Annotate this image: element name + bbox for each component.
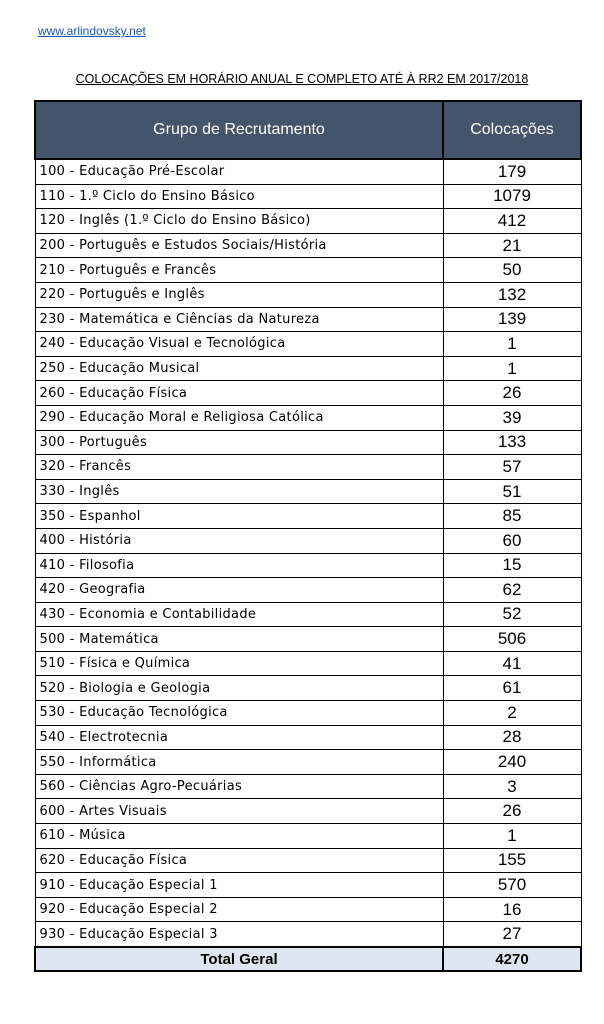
count-cell: 133	[443, 430, 581, 455]
site-link[interactable]: www.arlindovsky.net	[38, 24, 146, 38]
count-cell: 39	[443, 405, 581, 430]
group-cell: 910 - Educação Especial 1	[35, 873, 443, 898]
table-row	[35, 676, 581, 701]
group-cell: 510 - Física e Química	[35, 651, 443, 676]
group-cell: 250 - Educação Musical	[35, 356, 443, 381]
count-cell: 85	[443, 504, 581, 529]
table-row	[35, 528, 581, 553]
column-header-group: Grupo de Recrutamento	[35, 101, 443, 159]
group-cell: 200 - Português e Estudos Sociais/História	[35, 233, 443, 258]
count-cell: 57	[443, 455, 581, 480]
table-row	[35, 627, 581, 652]
table-row	[35, 479, 581, 504]
count-cell: 3	[443, 774, 581, 799]
group-cell: 290 - Educação Moral e Religiosa Católica	[35, 405, 443, 430]
group-cell: 220 - Português e Inglês	[35, 282, 443, 307]
count-cell: 155	[443, 848, 581, 873]
table-row	[35, 455, 581, 480]
placements-table	[34, 100, 582, 972]
group-cell: 400 - História	[35, 528, 443, 553]
total-row	[35, 947, 581, 971]
group-cell: 600 - Artes Visuais	[35, 799, 443, 824]
group-cell: 430 - Economia e Contabilidade	[35, 602, 443, 627]
count-cell: 21	[443, 233, 581, 258]
document-title: COLOCAÇÕES EM HORÁRIO ANUAL E COMPLETO ATÉ À RR2 EM 2017/2018	[75, 72, 529, 86]
table-row	[35, 897, 581, 922]
count-cell: 1079	[443, 184, 581, 209]
count-cell: 1	[443, 356, 581, 381]
table-row	[35, 307, 581, 332]
table-header-row	[35, 101, 581, 159]
table-row	[35, 184, 581, 209]
count-cell: 16	[443, 897, 581, 922]
count-cell: 506	[443, 627, 581, 652]
table-row	[35, 258, 581, 283]
table-row	[35, 774, 581, 799]
table-row	[35, 701, 581, 726]
table-row	[35, 233, 581, 258]
table-row	[35, 750, 581, 775]
count-cell: 240	[443, 750, 581, 775]
table-row	[35, 356, 581, 381]
group-cell: 420 - Geografia	[35, 578, 443, 603]
table-row	[35, 578, 581, 603]
count-cell: 179	[443, 159, 581, 184]
group-cell: 920 - Educação Especial 2	[35, 897, 443, 922]
group-cell: 320 - Francês	[35, 455, 443, 480]
group-cell: 260 - Educação Física	[35, 381, 443, 406]
group-cell: 520 - Biologia e Geologia	[35, 676, 443, 701]
group-cell: 410 - Filosofia	[35, 553, 443, 578]
table-body	[35, 159, 581, 947]
group-cell: 110 - 1.º Ciclo do Ensino Básico	[35, 184, 443, 209]
group-cell: 560 - Ciências Agro-Pecuárias	[35, 774, 443, 799]
table-row	[35, 848, 581, 873]
table-row	[35, 159, 581, 184]
count-cell: 570	[443, 873, 581, 898]
table-row	[35, 381, 581, 406]
group-cell: 500 - Matemática	[35, 627, 443, 652]
group-cell: 550 - Informática	[35, 750, 443, 775]
table-row	[35, 873, 581, 898]
count-cell: 28	[443, 725, 581, 750]
table-row	[35, 824, 581, 849]
group-cell: 300 - Português	[35, 430, 443, 455]
count-cell: 50	[443, 258, 581, 283]
count-cell: 60	[443, 528, 581, 553]
count-cell: 51	[443, 479, 581, 504]
table-row	[35, 725, 581, 750]
group-cell: 100 - Educação Pré-Escolar	[35, 159, 443, 184]
group-cell: 930 - Educação Especial 3	[35, 922, 443, 947]
count-cell: 1	[443, 332, 581, 357]
count-cell: 26	[443, 799, 581, 824]
group-cell: 350 - Espanhol	[35, 504, 443, 529]
count-cell: 26	[443, 381, 581, 406]
count-cell: 2	[443, 701, 581, 726]
count-cell: 61	[443, 676, 581, 701]
group-cell: 530 - Educação Tecnológica	[35, 701, 443, 726]
table-row	[35, 405, 581, 430]
table-row	[35, 430, 581, 455]
table-row	[35, 602, 581, 627]
group-cell: 240 - Educação Visual e Tecnológica	[35, 332, 443, 357]
table-row	[35, 504, 581, 529]
count-cell: 412	[443, 209, 581, 234]
count-cell: 27	[443, 922, 581, 947]
table-row	[35, 282, 581, 307]
total-value: 4270	[443, 947, 581, 971]
count-cell: 15	[443, 553, 581, 578]
group-cell: 330 - Inglês	[35, 479, 443, 504]
count-cell: 52	[443, 602, 581, 627]
count-cell: 139	[443, 307, 581, 332]
table-row	[35, 922, 581, 947]
table-row	[35, 553, 581, 578]
table-row	[35, 799, 581, 824]
group-cell: 620 - Educação Física	[35, 848, 443, 873]
table-row	[35, 332, 581, 357]
group-cell: 230 - Matemática e Ciências da Natureza	[35, 307, 443, 332]
group-cell: 610 - Música	[35, 824, 443, 849]
count-cell: 1	[443, 824, 581, 849]
total-label: Total Geral	[35, 947, 443, 971]
group-cell: 120 - Inglês (1.º Ciclo do Ensino Básico)	[35, 209, 443, 234]
table-row	[35, 651, 581, 676]
column-header-count: Colocações	[443, 101, 581, 159]
count-cell: 132	[443, 282, 581, 307]
table-row	[35, 209, 581, 234]
group-cell: 210 - Português e Francês	[35, 258, 443, 283]
count-cell: 62	[443, 578, 581, 603]
group-cell: 540 - Electrotecnia	[35, 725, 443, 750]
count-cell: 41	[443, 651, 581, 676]
